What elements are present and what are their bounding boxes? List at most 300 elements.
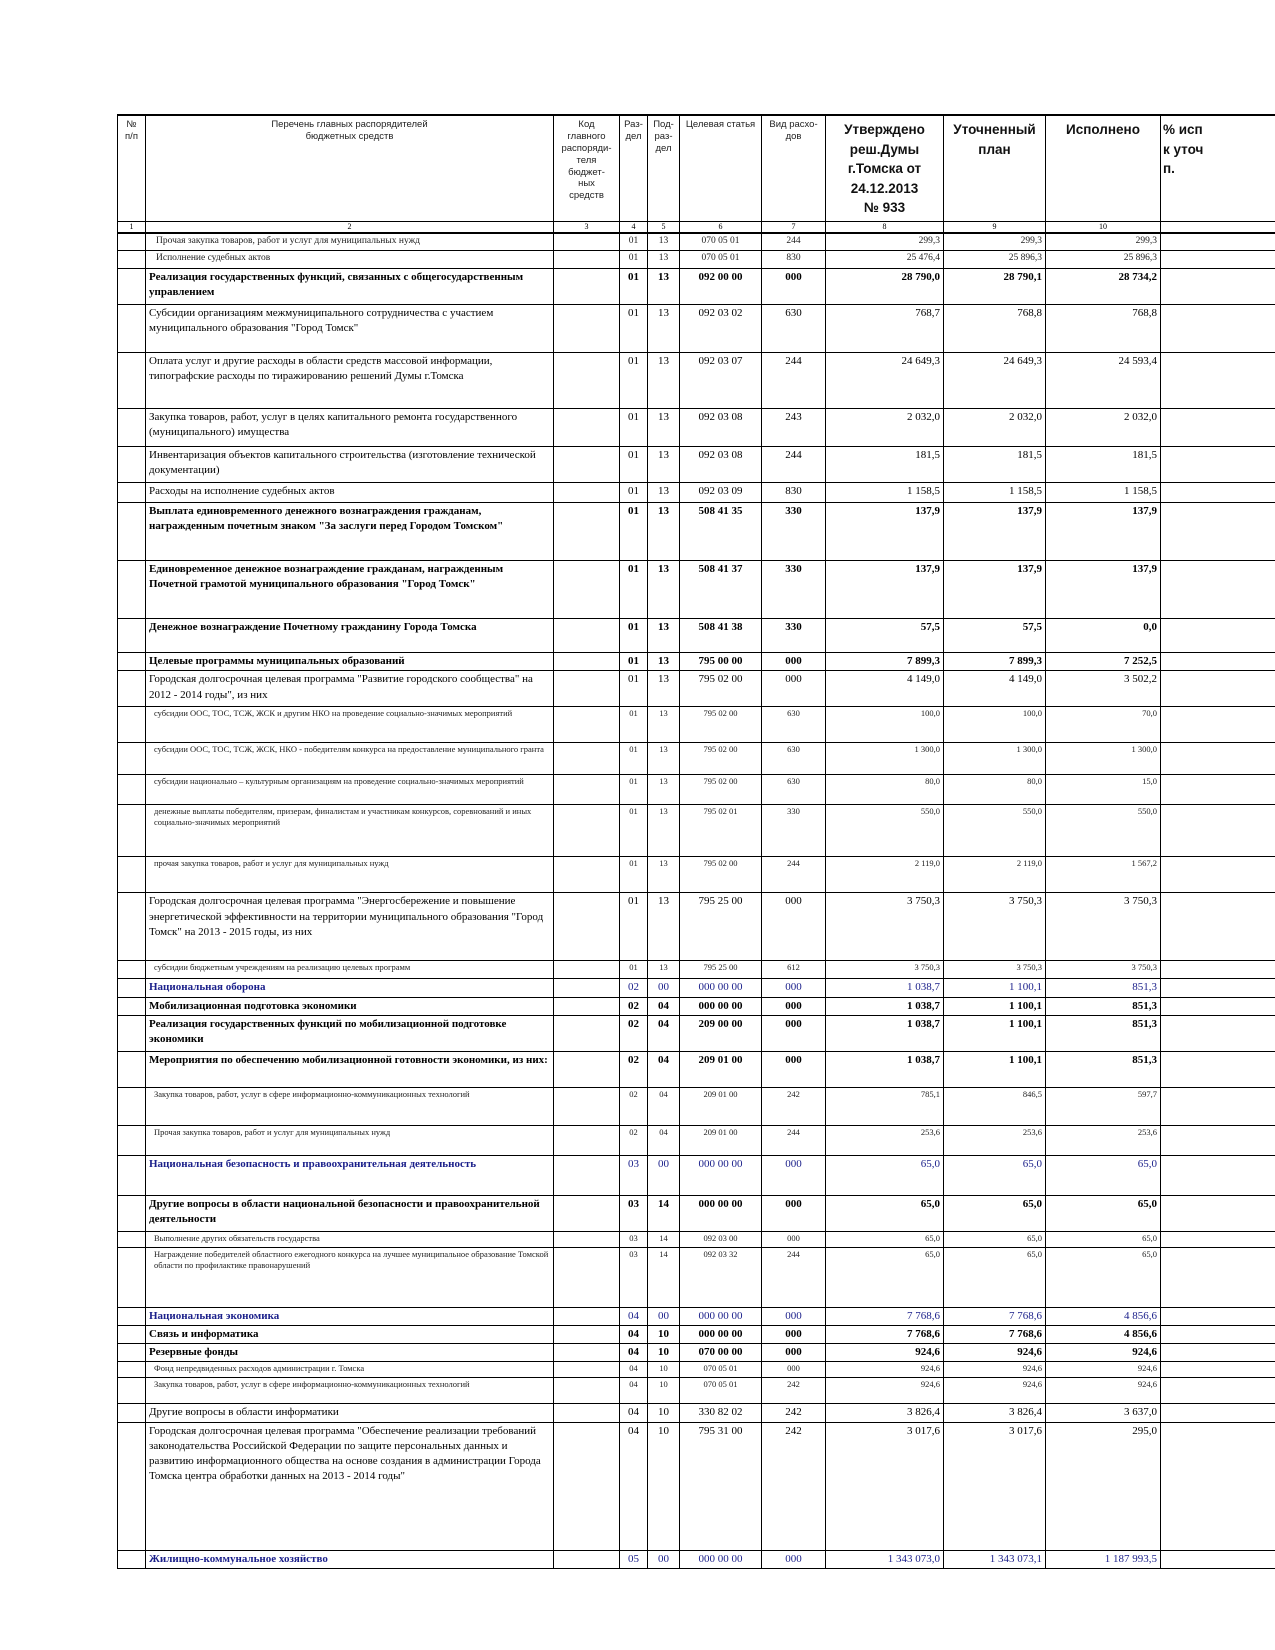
row-target-article-cell: 000 00 00 <box>680 1307 762 1325</box>
row-expense-type-cell: 000 <box>762 1344 826 1362</box>
column-numbers-row <box>118 221 1275 233</box>
row-name-cell: Единовременное денежное вознаграждение гражданам, награжденным Почетной грамотой муниципального образования "Город Томск" <box>146 561 554 619</box>
row-approved-cell: 65,0 <box>826 1155 944 1195</box>
row-name-cell: Другие вопросы в области информатики <box>146 1404 554 1422</box>
row-target-article-cell: 795 02 00 <box>680 857 762 893</box>
row-refined-cell: 2 032,0 <box>944 409 1046 447</box>
row-code-cell <box>554 775 620 805</box>
row-expense-type-cell: 244 <box>762 1247 826 1307</box>
col-number: 9 <box>944 221 1046 233</box>
row-subsection-cell: 14 <box>648 1247 680 1307</box>
row-code-cell <box>554 1087 620 1125</box>
row-target-article-cell: 000 00 00 <box>680 1195 762 1231</box>
row-refined-cell: 1 343 073,1 <box>944 1550 1046 1568</box>
row-executed-cell: 851,3 <box>1046 997 1161 1015</box>
row-number-cell <box>118 1550 146 1568</box>
row-name-cell: Городская долгосрочная целевая программа "Обеспечение реализации требований законодательства Российской Федерации по защите персональных данных и развитию информационного общества на основе создания в администрации Города Томска центра обработки данных на 2013 - 2014 годы" <box>146 1422 554 1550</box>
row-approved-cell: 7 768,6 <box>826 1326 944 1344</box>
row-number-cell <box>118 1015 146 1051</box>
row-refined-cell: 1 100,1 <box>944 979 1046 997</box>
row-refined-cell: 100,0 <box>944 707 1046 743</box>
row-executed-cell: 65,0 <box>1046 1195 1161 1231</box>
row-target-article-cell: 795 02 00 <box>680 775 762 805</box>
table-row <box>118 251 1275 269</box>
header-expense-type-text: Вид расхо- дов <box>769 119 818 142</box>
col-number <box>1161 221 1275 233</box>
row-expense-type-cell: 242 <box>762 1378 826 1404</box>
row-code-cell <box>554 857 620 893</box>
row-refined-cell: 3 750,3 <box>944 961 1046 979</box>
row-target-article-cell: 209 01 00 <box>680 1087 762 1125</box>
row-executed-cell: 65,0 <box>1046 1155 1161 1195</box>
row-number-cell <box>118 269 146 305</box>
row-subsection-cell: 10 <box>648 1422 680 1550</box>
row-approved-cell: 2 119,0 <box>826 857 944 893</box>
row-executed-cell: 24 593,4 <box>1046 353 1161 409</box>
row-executed-cell: 65,0 <box>1046 1247 1161 1307</box>
table-row <box>118 671 1275 707</box>
row-executed-cell: 550,0 <box>1046 805 1161 857</box>
row-section-cell: 01 <box>620 653 648 671</box>
header-number <box>118 115 146 221</box>
row-refined-cell: 80,0 <box>944 775 1046 805</box>
table-row <box>118 653 1275 671</box>
header-executed <box>1046 115 1161 221</box>
row-percent-cell <box>1161 1015 1275 1051</box>
header-code-text: Код главного распоряди- теля бюджет- ных средств <box>561 119 612 202</box>
row-name-cell: Мероприятия по обеспечению мобилизационной готовности экономики, из них: <box>146 1051 554 1087</box>
row-executed-cell: 299,3 <box>1046 233 1161 251</box>
table-row <box>118 1015 1275 1051</box>
row-name-cell: Выполнение других обязательств государства <box>146 1231 554 1247</box>
row-refined-cell: 57,5 <box>944 619 1046 653</box>
row-number-cell <box>118 561 146 619</box>
row-executed-cell: 1 158,5 <box>1046 483 1161 503</box>
row-percent-cell <box>1161 1550 1275 1568</box>
header-section-text: Раз- дел <box>624 119 643 142</box>
row-approved-cell: 768,7 <box>826 305 944 353</box>
row-subsection-cell: 10 <box>648 1362 680 1378</box>
row-expense-type-cell: 244 <box>762 447 826 483</box>
row-code-cell <box>554 707 620 743</box>
row-section-cell: 03 <box>620 1195 648 1231</box>
row-name-cell: Прочая закупка товаров, работ и услуг для муниципальных нужд <box>146 1125 554 1155</box>
row-approved-cell: 65,0 <box>826 1231 944 1247</box>
row-expense-type-cell: 000 <box>762 997 826 1015</box>
col-number: 7 <box>762 221 826 233</box>
row-number-cell <box>118 619 146 653</box>
row-name-cell: Национальная оборона <box>146 979 554 997</box>
row-executed-cell: 924,6 <box>1046 1378 1161 1404</box>
header-percent-text: % исп к уточ п. <box>1163 122 1204 177</box>
table-row <box>118 1087 1275 1125</box>
row-number-cell <box>118 1195 146 1231</box>
row-percent-cell <box>1161 233 1275 251</box>
row-refined-cell: 1 100,1 <box>944 1015 1046 1051</box>
row-section-cell: 01 <box>620 671 648 707</box>
row-approved-cell: 253,6 <box>826 1125 944 1155</box>
row-section-cell: 01 <box>620 483 648 503</box>
row-number-cell <box>118 1362 146 1378</box>
row-target-article-cell: 795 02 01 <box>680 805 762 857</box>
row-subsection-cell: 13 <box>648 409 680 447</box>
row-section-cell: 03 <box>620 1155 648 1195</box>
table-row <box>118 1362 1275 1378</box>
row-executed-cell: 768,8 <box>1046 305 1161 353</box>
row-section-cell: 01 <box>620 961 648 979</box>
row-percent-cell <box>1161 1051 1275 1087</box>
row-percent-cell <box>1161 653 1275 671</box>
row-section-cell: 01 <box>620 619 648 653</box>
row-expense-type-cell: 242 <box>762 1422 826 1550</box>
row-approved-cell: 3 017,6 <box>826 1422 944 1550</box>
row-percent-cell <box>1161 1378 1275 1404</box>
row-target-article-cell: 795 31 00 <box>680 1422 762 1550</box>
row-name-cell: Связь и информатика <box>146 1326 554 1344</box>
row-target-article-cell: 795 25 00 <box>680 961 762 979</box>
row-number-cell <box>118 305 146 353</box>
row-section-cell: 04 <box>620 1307 648 1325</box>
table-row <box>118 707 1275 743</box>
row-approved-cell: 24 649,3 <box>826 353 944 409</box>
row-target-article-cell: 000 00 00 <box>680 1155 762 1195</box>
row-refined-cell: 24 649,3 <box>944 353 1046 409</box>
row-code-cell <box>554 1125 620 1155</box>
row-code-cell <box>554 1195 620 1231</box>
row-percent-cell <box>1161 857 1275 893</box>
row-expense-type-cell: 000 <box>762 671 826 707</box>
row-name-cell: Расходы на исполнение судебных актов <box>146 483 554 503</box>
row-code-cell <box>554 893 620 961</box>
row-percent-cell <box>1161 409 1275 447</box>
row-name-cell: Национальная безопасность и правоохранительная деятельность <box>146 1155 554 1195</box>
row-name-cell: Городская долгосрочная целевая программа "Энергосбережение и повышение энергетической эффективности на территории муниципального образования "Город Томск" на 2013 - 2015 годы, из них <box>146 893 554 961</box>
table-row <box>118 1307 1275 1325</box>
row-executed-cell: 3 750,3 <box>1046 893 1161 961</box>
row-section-cell: 01 <box>620 857 648 893</box>
row-expense-type-cell: 000 <box>762 269 826 305</box>
row-code-cell <box>554 409 620 447</box>
table-row <box>118 269 1275 305</box>
row-section-cell: 02 <box>620 1015 648 1051</box>
row-name-cell: Мобилизационная подготовка экономики <box>146 997 554 1015</box>
row-subsection-cell: 04 <box>648 1087 680 1125</box>
row-expense-type-cell: 612 <box>762 961 826 979</box>
row-number-cell <box>118 997 146 1015</box>
row-expense-type-cell: 243 <box>762 409 826 447</box>
table-row <box>118 619 1275 653</box>
table-row <box>118 1344 1275 1362</box>
row-executed-cell: 28 734,2 <box>1046 269 1161 305</box>
row-approved-cell: 1 038,7 <box>826 979 944 997</box>
table-row <box>118 1195 1275 1231</box>
row-subsection-cell: 13 <box>648 619 680 653</box>
row-approved-cell: 57,5 <box>826 619 944 653</box>
row-expense-type-cell: 244 <box>762 353 826 409</box>
header-percent <box>1161 115 1275 221</box>
row-approved-cell: 924,6 <box>826 1362 944 1378</box>
row-percent-cell <box>1161 805 1275 857</box>
row-refined-cell: 3 017,6 <box>944 1422 1046 1550</box>
row-executed-cell: 1 567,2 <box>1046 857 1161 893</box>
header-refined-plan <box>944 115 1046 221</box>
row-refined-cell: 768,8 <box>944 305 1046 353</box>
row-target-article-cell: 209 01 00 <box>680 1125 762 1155</box>
table-row <box>118 1326 1275 1344</box>
row-number-cell <box>118 1155 146 1195</box>
row-refined-cell: 28 790,1 <box>944 269 1046 305</box>
row-expense-type-cell: 330 <box>762 561 826 619</box>
row-approved-cell: 1 300,0 <box>826 743 944 775</box>
row-expense-type-cell: 000 <box>762 653 826 671</box>
row-target-article-cell: 795 02 00 <box>680 671 762 707</box>
row-name-cell: Инвентаризация объектов капитального строительства (изготовление технической документации) <box>146 447 554 483</box>
row-subsection-cell: 13 <box>648 353 680 409</box>
table-row <box>118 483 1275 503</box>
row-code-cell <box>554 1404 620 1422</box>
row-subsection-cell: 13 <box>648 447 680 483</box>
row-name-cell: Фонд непредвиденных расходов администрации г. Томска <box>146 1362 554 1378</box>
col-number: 8 <box>826 221 944 233</box>
row-expense-type-cell: 244 <box>762 233 826 251</box>
row-executed-cell: 3 502,2 <box>1046 671 1161 707</box>
row-code-cell <box>554 251 620 269</box>
row-target-article-cell: 000 00 00 <box>680 1326 762 1344</box>
header-expense-type <box>762 115 826 221</box>
row-expense-type-cell: 000 <box>762 1195 826 1231</box>
row-code-cell <box>554 1378 620 1404</box>
row-approved-cell: 1 038,7 <box>826 1051 944 1087</box>
row-name-cell: Оплата услуг и другие расходы в области средств массовой информации, типографские расходы по тиражированию решений Думы г.Томска <box>146 353 554 409</box>
row-percent-cell <box>1161 269 1275 305</box>
row-approved-cell: 2 032,0 <box>826 409 944 447</box>
row-expense-type-cell: 000 <box>762 1155 826 1195</box>
row-target-article-cell: 508 41 37 <box>680 561 762 619</box>
row-refined-cell: 7 899,3 <box>944 653 1046 671</box>
row-executed-cell: 137,9 <box>1046 503 1161 561</box>
row-code-cell <box>554 961 620 979</box>
table-row <box>118 1422 1275 1550</box>
row-expense-type-cell: 630 <box>762 775 826 805</box>
row-percent-cell <box>1161 305 1275 353</box>
row-expense-type-cell: 244 <box>762 1125 826 1155</box>
row-section-cell: 02 <box>620 1125 648 1155</box>
row-executed-cell: 2 032,0 <box>1046 409 1161 447</box>
row-approved-cell: 137,9 <box>826 561 944 619</box>
row-code-cell <box>554 1231 620 1247</box>
row-percent-cell <box>1161 707 1275 743</box>
row-target-article-cell: 795 02 00 <box>680 743 762 775</box>
row-number-cell <box>118 707 146 743</box>
table-row <box>118 893 1275 961</box>
row-percent-cell <box>1161 1247 1275 1307</box>
row-percent-cell <box>1161 961 1275 979</box>
row-expense-type-cell: 330 <box>762 805 826 857</box>
row-executed-cell: 15,0 <box>1046 775 1161 805</box>
table-row <box>118 1155 1275 1195</box>
row-refined-cell: 924,6 <box>944 1344 1046 1362</box>
row-section-cell: 01 <box>620 707 648 743</box>
row-section-cell: 01 <box>620 269 648 305</box>
row-name-cell: Закупка товаров, работ, услуг в сфере информационно-коммуникационных технологий <box>146 1378 554 1404</box>
row-percent-cell <box>1161 1231 1275 1247</box>
row-refined-cell: 7 768,6 <box>944 1326 1046 1344</box>
row-percent-cell <box>1161 1404 1275 1422</box>
row-section-cell: 01 <box>620 805 648 857</box>
row-target-article-cell: 092 03 02 <box>680 305 762 353</box>
row-executed-cell: 851,3 <box>1046 1051 1161 1087</box>
row-refined-cell: 65,0 <box>944 1155 1046 1195</box>
row-executed-cell: 924,6 <box>1046 1344 1161 1362</box>
header-executed-text: Исполнено <box>1066 122 1140 137</box>
table-row <box>118 1051 1275 1087</box>
row-code-cell <box>554 1015 620 1051</box>
row-refined-cell: 25 896,3 <box>944 251 1046 269</box>
row-target-article-cell: 795 25 00 <box>680 893 762 961</box>
row-section-cell: 04 <box>620 1326 648 1344</box>
row-approved-cell: 924,6 <box>826 1378 944 1404</box>
row-approved-cell: 7 768,6 <box>826 1307 944 1325</box>
row-code-cell <box>554 233 620 251</box>
row-percent-cell <box>1161 1155 1275 1195</box>
row-code-cell <box>554 619 620 653</box>
row-name-cell: Целевые программы муниципальных образований <box>146 653 554 671</box>
row-target-article-cell: 508 41 38 <box>680 619 762 653</box>
row-target-article-cell: 092 00 00 <box>680 269 762 305</box>
row-approved-cell: 80,0 <box>826 775 944 805</box>
row-code-cell <box>554 447 620 483</box>
row-code-cell <box>554 561 620 619</box>
row-refined-cell: 137,9 <box>944 503 1046 561</box>
row-percent-cell <box>1161 503 1275 561</box>
row-code-cell <box>554 1422 620 1550</box>
row-executed-cell: 3 637,0 <box>1046 1404 1161 1422</box>
row-percent-cell <box>1161 1195 1275 1231</box>
row-percent-cell <box>1161 1326 1275 1344</box>
row-percent-cell <box>1161 1344 1275 1362</box>
row-subsection-cell: 13 <box>648 561 680 619</box>
row-number-cell <box>118 1087 146 1125</box>
row-percent-cell <box>1161 775 1275 805</box>
row-code-cell <box>554 653 620 671</box>
row-expense-type-cell: 242 <box>762 1404 826 1422</box>
row-section-cell: 01 <box>620 353 648 409</box>
table-row <box>118 997 1275 1015</box>
row-expense-type-cell: 242 <box>762 1087 826 1125</box>
row-name-cell: Национальная экономика <box>146 1307 554 1325</box>
row-refined-cell: 137,9 <box>944 561 1046 619</box>
col-number: 6 <box>680 221 762 233</box>
row-subsection-cell: 00 <box>648 1155 680 1195</box>
header-name <box>146 115 554 221</box>
row-refined-cell: 253,6 <box>944 1125 1046 1155</box>
row-refined-cell: 1 100,1 <box>944 997 1046 1015</box>
row-code-cell <box>554 743 620 775</box>
row-refined-cell: 181,5 <box>944 447 1046 483</box>
row-refined-cell: 1 300,0 <box>944 743 1046 775</box>
row-refined-cell: 1 100,1 <box>944 1051 1046 1087</box>
header-subsection <box>648 115 680 221</box>
row-percent-cell <box>1161 1362 1275 1378</box>
table-row <box>118 409 1275 447</box>
row-executed-cell: 253,6 <box>1046 1125 1161 1155</box>
row-name-cell: Исполнение судебных актов <box>146 251 554 269</box>
row-name-cell: Субсидии организациям межмуниципального сотрудничества с участием муниципального образования "Город Томск" <box>146 305 554 353</box>
row-approved-cell: 1 038,7 <box>826 997 944 1015</box>
row-expense-type-cell: 630 <box>762 707 826 743</box>
row-section-cell: 01 <box>620 503 648 561</box>
row-expense-type-cell: 000 <box>762 1326 826 1344</box>
row-executed-cell: 137,9 <box>1046 561 1161 619</box>
row-number-cell <box>118 409 146 447</box>
row-percent-cell <box>1161 483 1275 503</box>
row-executed-cell: 181,5 <box>1046 447 1161 483</box>
row-name-cell: Денежное вознаграждение Почетному гражданину Города Томска <box>146 619 554 653</box>
header-name-text: Перечень главных распорядителей бюджетных средств <box>271 119 428 142</box>
row-number-cell <box>118 671 146 707</box>
row-target-article-cell: 092 03 00 <box>680 1231 762 1247</box>
row-refined-cell: 550,0 <box>944 805 1046 857</box>
row-expense-type-cell: 000 <box>762 893 826 961</box>
row-approved-cell: 550,0 <box>826 805 944 857</box>
row-code-cell <box>554 1155 620 1195</box>
row-refined-cell: 924,6 <box>944 1378 1046 1404</box>
row-executed-cell: 1 187 993,5 <box>1046 1550 1161 1568</box>
row-section-cell: 02 <box>620 1051 648 1087</box>
table-row <box>118 447 1275 483</box>
row-code-cell <box>554 671 620 707</box>
row-percent-cell <box>1161 251 1275 269</box>
row-number-cell <box>118 1125 146 1155</box>
row-subsection-cell: 13 <box>648 893 680 961</box>
row-section-cell: 01 <box>620 233 648 251</box>
row-name-cell: Резервные фонды <box>146 1344 554 1362</box>
row-code-cell <box>554 1344 620 1362</box>
row-number-cell <box>118 775 146 805</box>
row-approved-cell: 28 790,0 <box>826 269 944 305</box>
row-expense-type-cell: 000 <box>762 1550 826 1568</box>
row-percent-cell <box>1161 743 1275 775</box>
row-percent-cell <box>1161 561 1275 619</box>
row-code-cell <box>554 1550 620 1568</box>
row-approved-cell: 25 476,4 <box>826 251 944 269</box>
row-number-cell <box>118 743 146 775</box>
row-code-cell <box>554 979 620 997</box>
header-target-article <box>680 115 762 221</box>
row-code-cell <box>554 1362 620 1378</box>
row-number-cell <box>118 893 146 961</box>
row-subsection-cell: 10 <box>648 1404 680 1422</box>
table-row <box>118 561 1275 619</box>
row-name-cell: Реализация государственных функций, связанных с общегосударственным управлением <box>146 269 554 305</box>
row-approved-cell: 1 158,5 <box>826 483 944 503</box>
row-subsection-cell: 13 <box>648 653 680 671</box>
row-target-article-cell: 209 00 00 <box>680 1015 762 1051</box>
row-expense-type-cell: 000 <box>762 1362 826 1378</box>
row-number-cell <box>118 1326 146 1344</box>
row-name-cell: прочая закупка товаров, работ и услуг для муниципальных нужд <box>146 857 554 893</box>
row-approved-cell: 299,3 <box>826 233 944 251</box>
row-target-article-cell: 330 82 02 <box>680 1404 762 1422</box>
row-section-cell: 01 <box>620 305 648 353</box>
row-number-cell <box>118 233 146 251</box>
row-executed-cell: 4 856,6 <box>1046 1326 1161 1344</box>
row-executed-cell: 4 856,6 <box>1046 1307 1161 1325</box>
row-number-cell <box>118 979 146 997</box>
row-executed-cell: 851,3 <box>1046 1015 1161 1051</box>
row-code-cell <box>554 1307 620 1325</box>
row-expense-type-cell: 000 <box>762 979 826 997</box>
